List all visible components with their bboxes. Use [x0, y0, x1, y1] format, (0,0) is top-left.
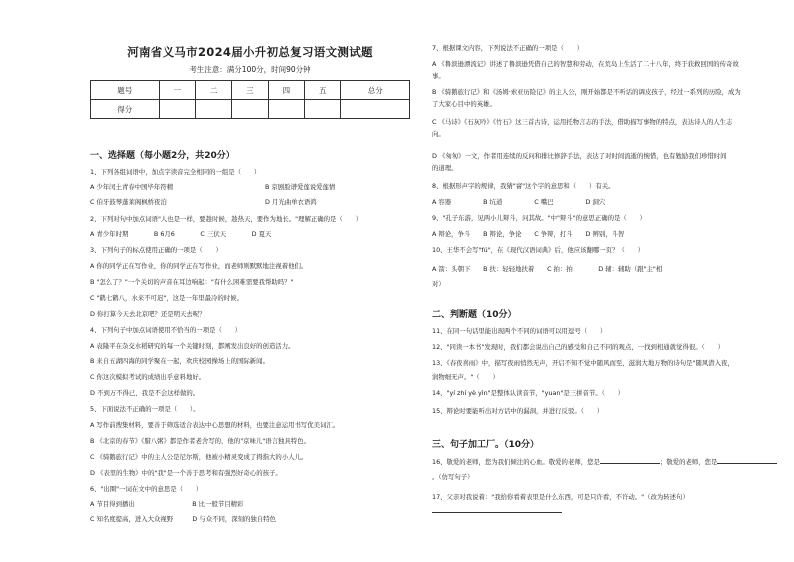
question-option: A 写作前搜集材料，要善于筛选适合表达中心思想的材料，也要注意运用书写优美词汇。	[90, 421, 340, 429]
question-option-cont: 的道理。	[432, 164, 458, 172]
answer-line[interactable]	[432, 512, 562, 513]
question-option: C 你这次模拟考试的成绩出乎意料地好。	[90, 373, 206, 381]
sentence-text: ；敬爱的老师，您是	[659, 458, 718, 466]
score-input-cell[interactable]	[159, 100, 195, 119]
judge-item: 12、"同读一本书"发现时，我们都会说出自己的感受和自己不同的观点，一找到相通就觉得很。（ ）	[432, 343, 724, 351]
question-option: C 知名度提高，进入大众视野 D 与众不同，深刻的独自特色	[90, 515, 276, 523]
score-header-cell: 二	[195, 81, 231, 100]
score-input-cell[interactable]	[305, 100, 341, 119]
section-heading-choice: 一、选择题（每小题2分，共20分）	[90, 151, 235, 161]
question-option: B "怎么了？"一个关切的声音在耳边响起："有什么困难需要我帮助吗？"	[90, 278, 294, 286]
score-header-cell: 五	[305, 81, 341, 100]
question-option: B 《骑鹅旅行记》和《汤姆·索亚历险记》的主人公，刚开始都是不听话的调皮孩子，经过一系列的历险，成为	[432, 88, 741, 96]
question-line: 6、"出圈"一词在文中的意思是（ ）	[90, 485, 203, 493]
question-line: 8、根据形声字的规律，我猜"窨"这个字的意思和（ ）有关。	[432, 182, 615, 190]
question-option: A 青少年时期 B 6月6 C 三伏天 D 夏天	[90, 230, 272, 238]
question-option: A 少年闰土青春中国毕年符精	[90, 183, 174, 191]
sentence-task-16-note: 。（仿写句子）	[432, 473, 474, 481]
answer-blank[interactable]	[717, 457, 777, 464]
section-heading-sentence: 三、句子加工厂。（10分）	[432, 440, 540, 450]
question-option: C 《马诗》《石灰吟》《竹石》这三首古诗，运用托物言志的手法，借助描写事物的特点，表达诗人的人生志	[432, 118, 733, 126]
question-option: C 伯牙鼓琴蓬莱阁枫桥夜泊	[90, 198, 167, 206]
score-header-cell: 一	[159, 81, 195, 100]
score-row-label: 得分	[91, 100, 160, 119]
exam-notice: 考生注意：满分100分，时间90分钟	[189, 65, 311, 74]
judge-item: 15、辩论时要能听出对方话中的漏洞，并进行反驳。（ ）	[432, 407, 604, 415]
score-header-cell: 总分	[341, 81, 410, 100]
question-option-cont: 对）	[432, 280, 445, 288]
question-option: B 来自五湖四海的同学聚在一起，欢庆校园操场上的国际新闻。	[90, 357, 269, 365]
answer-blank[interactable]	[600, 457, 660, 464]
question-option: A 《鲁滨逊漂流记》讲述了鲁滨逊凭借自己的智慧和劳动，在荒岛上生活了二十八年，终于获救回国的传奇故	[432, 60, 739, 68]
page-title: 河南省义马市2024届小升初总复习语文测试题	[127, 45, 373, 59]
question-option: B 《北京的春节》《腊八粥》都是作者老舍写的，他的"京味儿"语言独具特色。	[90, 437, 310, 445]
question-option: A 袁隆平在杂交水稻研究的每一个关键时刻，都阐发出良好的创造活力。	[90, 342, 295, 350]
score-header-cell: 四	[268, 81, 304, 100]
sentence-text: 16、敬爱的老师，您为我们倾注的心血。敬爱的老师，您是	[432, 458, 600, 466]
question-option-cont: 事。	[432, 72, 445, 80]
score-input-cell[interactable]	[268, 100, 304, 119]
question-option-cont: 向。	[432, 130, 445, 138]
question-option: D 《匆匆》一文，作者用连续的反问和排比修辞手法，表达了对时间流逝的惋惜，也有勉励我们珍惜时间	[432, 152, 727, 160]
question-option: D 不到万不得已，我是不会这样做的。	[90, 389, 200, 397]
question-option: D 《表里的生物》中的"我"是一个善于思考和有强烈好奇心的孩子。	[90, 469, 282, 477]
question-option: A 容器 B 坑道 C 嘴巴 D 洞穴	[432, 198, 606, 206]
score-input-cell[interactable]	[341, 100, 410, 119]
question-line: 3、下列句子的标点使用正确的一项是（ ）	[90, 246, 222, 254]
question-option: D 月光曲单衣语鸿	[265, 198, 317, 206]
score-input-cell[interactable]	[232, 100, 268, 119]
question-line: 4、下列句子中加点词语使用不恰当的一项是（ ）	[90, 326, 242, 334]
question-option: A 箭：头朝下 B 扶：轻轻地扶着 C 拍：拍 D 辅：辅助（跟"主"相	[432, 265, 663, 273]
question-option: B 京剧脸谱爱莲说爱莲情	[265, 183, 336, 191]
judge-item: 14、"yí zhí yè yìn"是整体认读音节，"yuan"是三拼音节。（ ）	[432, 389, 625, 397]
question-line: 5、下面说法不正确的一项是（ ）。	[90, 405, 200, 413]
question-option: A 辩论，争斗 B 辩论，争论 C 争辩，打斗 D 辨别，斗智	[432, 230, 625, 238]
score-header-cell: 题号	[91, 81, 160, 100]
question-line: 2、下列对句中加点词语"人也是一样，要趁时候，趁热天，要作为地长。"理解正确的是（ ）	[90, 215, 362, 223]
question-line: 1、下列各组词语中，加点字读音完全相同的一组是（ ）	[90, 168, 261, 176]
judge-item: 13、《春夜喜雨》中，描写夜雨悄然无声，开启不知不觉中随风而至，滋润大地万物的诗句是"随风潜入夜，	[432, 359, 734, 367]
question-line: 9、"孔子东游，见两小儿辩斗，问其故。"中"辩斗"的意思正确的是（ ）	[432, 214, 646, 222]
question-line: 7、根据课文内容，下列说法不正确的一项是（ ）	[432, 44, 584, 52]
section-heading-judge: 二、判断题（10分）	[432, 310, 517, 320]
judge-item: 11、在同一句话里能出现两个不同的词语可以用逗号（ ）	[432, 327, 607, 335]
score-value-row	[91, 100, 410, 119]
score-header-row	[91, 81, 410, 100]
sentence-task-17: 17、父亲对我说着："我拾你看着表里是什么东西，可是只许看，不许动。"（改为转述句）	[432, 493, 689, 501]
score-table	[90, 80, 410, 119]
score-input-cell[interactable]	[195, 100, 231, 119]
question-line: 10、王华不会写"fú"，在《现代汉语词典》后，他应该翻哪一页？（ ）	[432, 246, 645, 254]
score-header-cell: 三	[232, 81, 268, 100]
judge-item-cont: 润物细无声。"（ ）	[432, 373, 499, 381]
question-option: D 你打算今天去北京吧？还是明天去呢？	[90, 310, 206, 318]
sentence-task-16	[432, 457, 777, 466]
question-option: A 节目得到播出 B 比一般节目精彩	[90, 500, 244, 508]
question-option: C 《骑鹅旅行记》中的主人公是尼尔斯，他被小精灵变成了拇指大的小人儿。	[90, 453, 308, 461]
question-option: C "鹤七鹤八，水来不可迟"，这是一年里最冷的时候。	[90, 294, 243, 302]
question-option-cont: 了大家心目中的英雄。	[432, 100, 496, 108]
question-option: A 你的同学正在写作业，你的同学正在写作业，而老师则默默地注视着他们。	[90, 262, 308, 270]
